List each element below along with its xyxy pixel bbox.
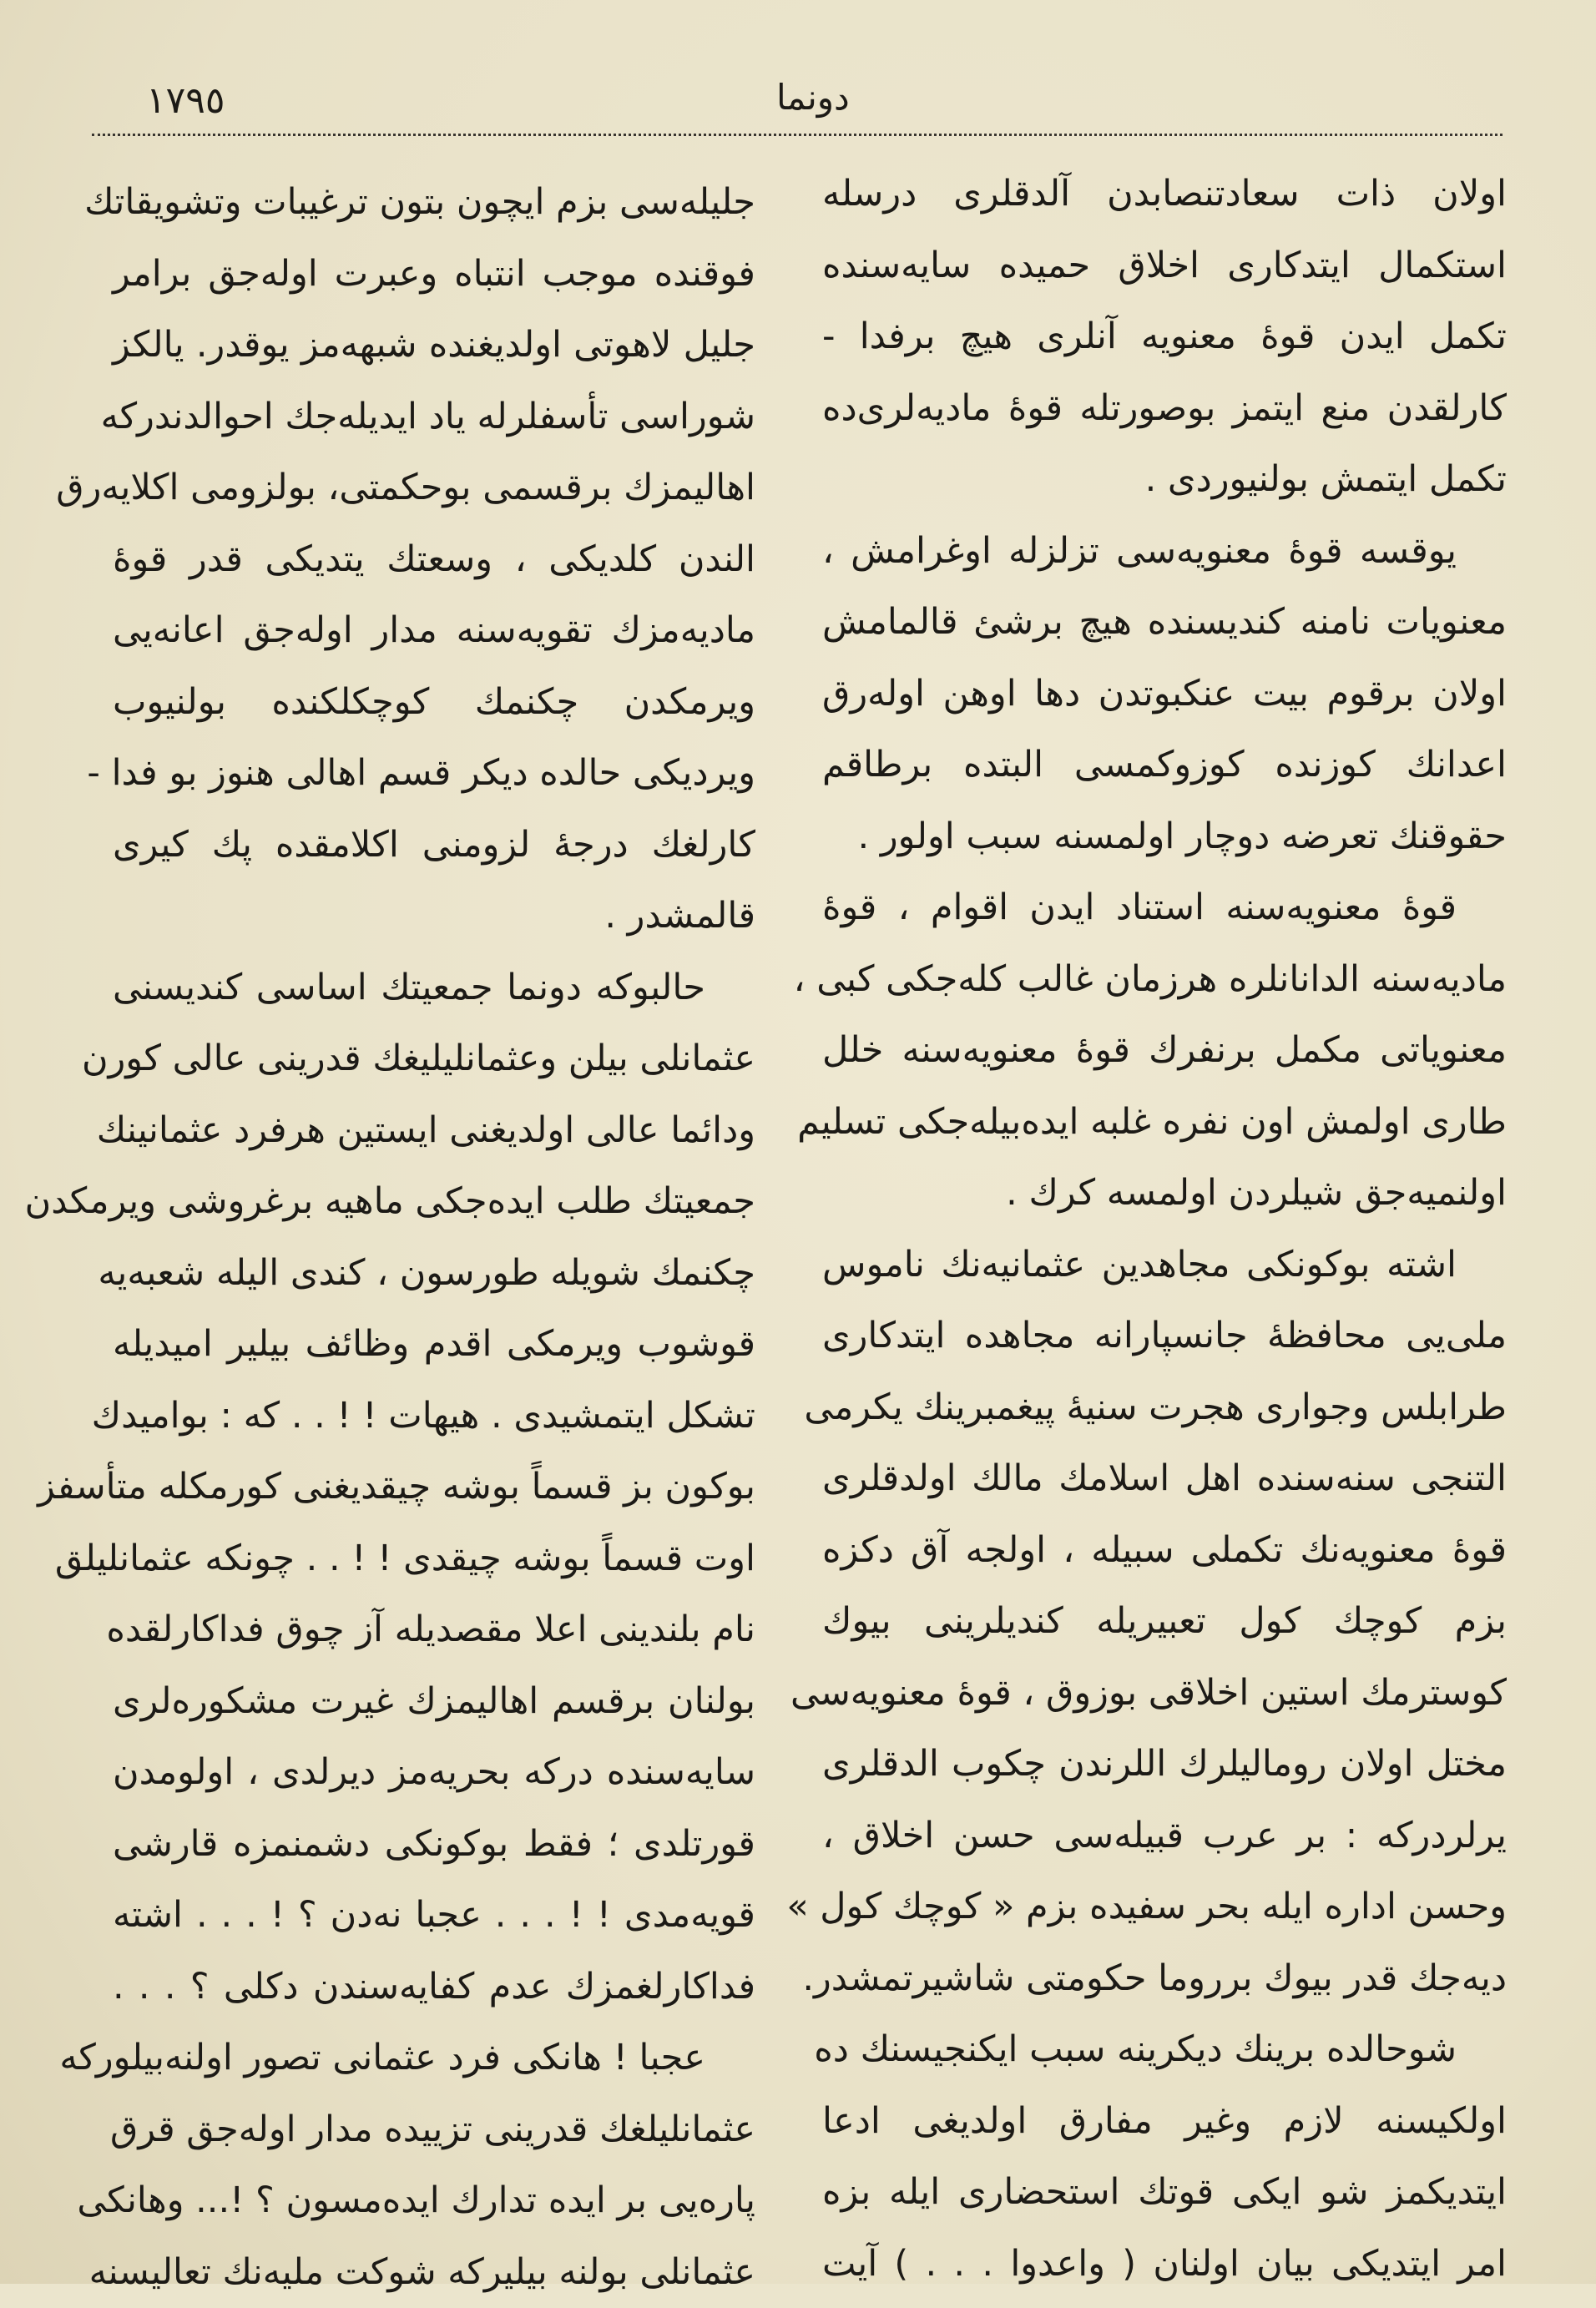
text-line: معنویاتی مکمل برنفرك قوهٔ معنویه‌سنه خلل	[822, 1015, 1507, 1087]
text-line: اهالیمزك برقسمی بوحکمتی، بولزومی اکلایه‌رق	[113, 452, 755, 524]
text-line: تشکل ایتمشیدی . هیهات ! ! . . که : بوامیدك	[113, 1381, 755, 1452]
text-line: ویردیکی حالده دیکر قسم اهالی هنوز بو فدا -	[113, 738, 755, 810]
text-line: مختل اولان رومالیلرك اللرندن چکوب الدقلری	[822, 1729, 1507, 1800]
header-rule	[92, 134, 1503, 136]
text-line: عثمانلی بولنه بیلیرکه شوکت ملیه‌نك تعالیسنه	[113, 2237, 755, 2308]
text-line: قالمشدر .	[113, 881, 755, 952]
text-line: یوقسه قوهٔ معنویه‌سی تزلزله اوغرامش ،	[822, 516, 1507, 588]
text-line: طرابلس وجواری هجرت سنیهٔ پیغمبرینك یکرمی	[822, 1372, 1507, 1444]
text-line: کارلقدن منع ایتمز بوصورتله قوهٔ مادیه‌لری‌ده	[822, 373, 1507, 445]
text-line: استکمال ایتدکاری اخلاق حمیده سایه‌سنده	[822, 230, 1507, 302]
text-line: شوحالده برینك دیکرینه سبب ایکنجیسنك ده	[822, 2014, 1507, 2086]
text-line: فوقنده موجب انتباه وعبرت اوله‌جق برامر	[113, 239, 755, 311]
text-line: قوهٔ معنویه‌سنه استناد ایدن اقوام ، قوهٔ	[822, 872, 1507, 944]
text-line: کارلغك درجهٔ لزومنی اکلامقده پك کیری	[113, 810, 755, 881]
text-line: قورتلدی ؛ فقط بوکونکی دشمنمزه قارشی	[113, 1809, 755, 1881]
text-line: یرلردرکه : بر عرب قبیله‌سی حسن اخلاق ،	[822, 1800, 1507, 1872]
text-line: عثمانلیلغك قدرینی تزییده مدار اوله‌جق قرق	[113, 2094, 755, 2166]
text-line: پاره‌یی بر ایده تدارك ایده‌مسون ؟ !... وهانکی	[113, 2165, 755, 2237]
text-line: قویه‌مدی ! ! . . . عجبا نه‌دن ؟ ! . . . اشته	[113, 1880, 755, 1952]
text-line: چکنمك شویله طورسون ، کندی الیله شعبه‌یه	[113, 1238, 755, 1310]
text-line: امر ایتدیکی بیان اولنان ( واعدوا . . . ) آیت	[822, 2229, 1507, 2300]
text-line: مادیه‌سنه الدانانلره هرزمان غالب کله‌جکی کبی ،	[822, 944, 1507, 1016]
text-line: تکمل ایتمش بولنیوردی .	[822, 444, 1507, 516]
text-line: معنویات نامنه کندیسنده هیچ برشئ قالمامش	[822, 587, 1507, 659]
text-line: قوهٔ معنویه‌نك تکملی سبیله ، اولجه آق دکزه	[822, 1515, 1507, 1587]
text-line: نام بلندینی اعلا مقصدیله آز چوق فداکارلقده	[113, 1594, 755, 1666]
text-line: اولکیسنه لازم وغیر مفارق اولدیغی ادعا	[822, 2086, 1507, 2158]
text-line: سایه‌سنده درکه بحریه‌مز دیرلدی ، اولومدن	[113, 1737, 755, 1809]
text-line: بولنان برقسم اهالیمزك غیرت مشکوره‌لری	[113, 1666, 755, 1738]
text-line: اولنمیه‌جق شیلردن اولمسه کرك .	[822, 1158, 1507, 1230]
text-line: اولان ذات سعادتنصابدن آلدقلری درسله	[822, 159, 1507, 230]
text-line: عثمانلی بیلن وعثمانلیلیغك قدرینی عالی کورن	[113, 1023, 755, 1095]
right-column	[822, 159, 1507, 2300]
text-line: اولان برقوم بیت عنکبوتدن دها اوهن اوله‌رق	[822, 659, 1507, 730]
left-column	[113, 167, 755, 2308]
text-line: کوسترمك استین اخلاقی بوزوق ، قوهٔ معنویه‌سی	[822, 1658, 1507, 1730]
text-line: ویرمکدن چکنمك کوچکلکنده بولنیوب	[113, 667, 755, 739]
running-title: دونما	[776, 77, 850, 118]
text-line: حقوقنك تعرضه دوچار اولمسنه سبب اولور .	[822, 801, 1507, 873]
text-line: وحسن اداره ایله بحر سفیده بزم « کوچك کول »	[822, 1871, 1507, 1943]
text-line: الندن کلدیکی ، وسعتك یتدیکی قدر قوهٔ	[113, 524, 755, 596]
page-number: ١٧٩٥	[146, 79, 225, 122]
text-line: ملی‌یی محافظهٔ جانسپارانه مجاهده ایتدکاری	[822, 1300, 1507, 1372]
text-line: بوکون بز قسماً بوشه چیقدیغنی کورمکله متأسفز	[113, 1452, 755, 1523]
text-line: التنجی سنه‌سنده اهل اسلامك مالك اولدقلری	[822, 1443, 1507, 1515]
text-line: دیه‌جك قدر بیوك برروما حکومتی شاشیرتمشدر.	[822, 1943, 1507, 2015]
text-line: تکمل ایدن قوهٔ معنویه آنلری هیچ برفدا -	[822, 301, 1507, 373]
text-line: حالبوکه دونما جمعیتك اساسی کندیسنی	[113, 952, 755, 1024]
text-line: قوشوب ویرمکی اقدم وظائف بیلیر امیدیله	[113, 1309, 755, 1381]
text-line: اوت قسماً بوشه چیقدی ! ! . . چونکه عثمانلیلق	[113, 1523, 755, 1595]
text-line: اعدانك کوزنده کوزوکمسی البتده برطاقم	[822, 730, 1507, 801]
text-line: طاری اولمش اون نفره غلبه ایده‌بیله‌جکی تسلیم	[822, 1087, 1507, 1159]
text-line: شوراسی تأسفلرله یاد ایدیله‌جك احوالدندرکه	[113, 381, 755, 453]
text-line: بزم کوچك کول تعبیریله کندیلرینی بیوك	[822, 1586, 1507, 1658]
text-line: جمعیتك طلب ایده‌جکی ماهیه برغروشی ویرمکدن	[113, 1166, 755, 1238]
text-line: اشته بوکونکی مجاهدین عثمانیه‌نك ناموس	[822, 1230, 1507, 1301]
text-line: مادیه‌مزك تقویه‌سنه مدار اوله‌جق اعانه‌یی	[113, 595, 755, 667]
text-line: ایتدیکمز شو ایکی قوتك استحضاری ایله بزه	[822, 2157, 1507, 2229]
text-line: عجبا ! هانکی فرد عثمانی تصور اولنه‌بیلورکه	[113, 2023, 755, 2094]
text-line: جلیل لاهوتی اولدیغنده شبهه‌مز یوقدر. یالکز	[113, 310, 755, 381]
text-line: جلیله‌سی بزم ایچون بتون ترغیبات وتشویقاتك	[113, 167, 755, 239]
text-line: فداکارلغمزك عدم کفایه‌سندن دکلی ؟ . . .	[113, 1952, 755, 2023]
text-line: ودائما عالی اولدیغنی ایستین هرفرد عثمانینك	[113, 1095, 755, 1167]
